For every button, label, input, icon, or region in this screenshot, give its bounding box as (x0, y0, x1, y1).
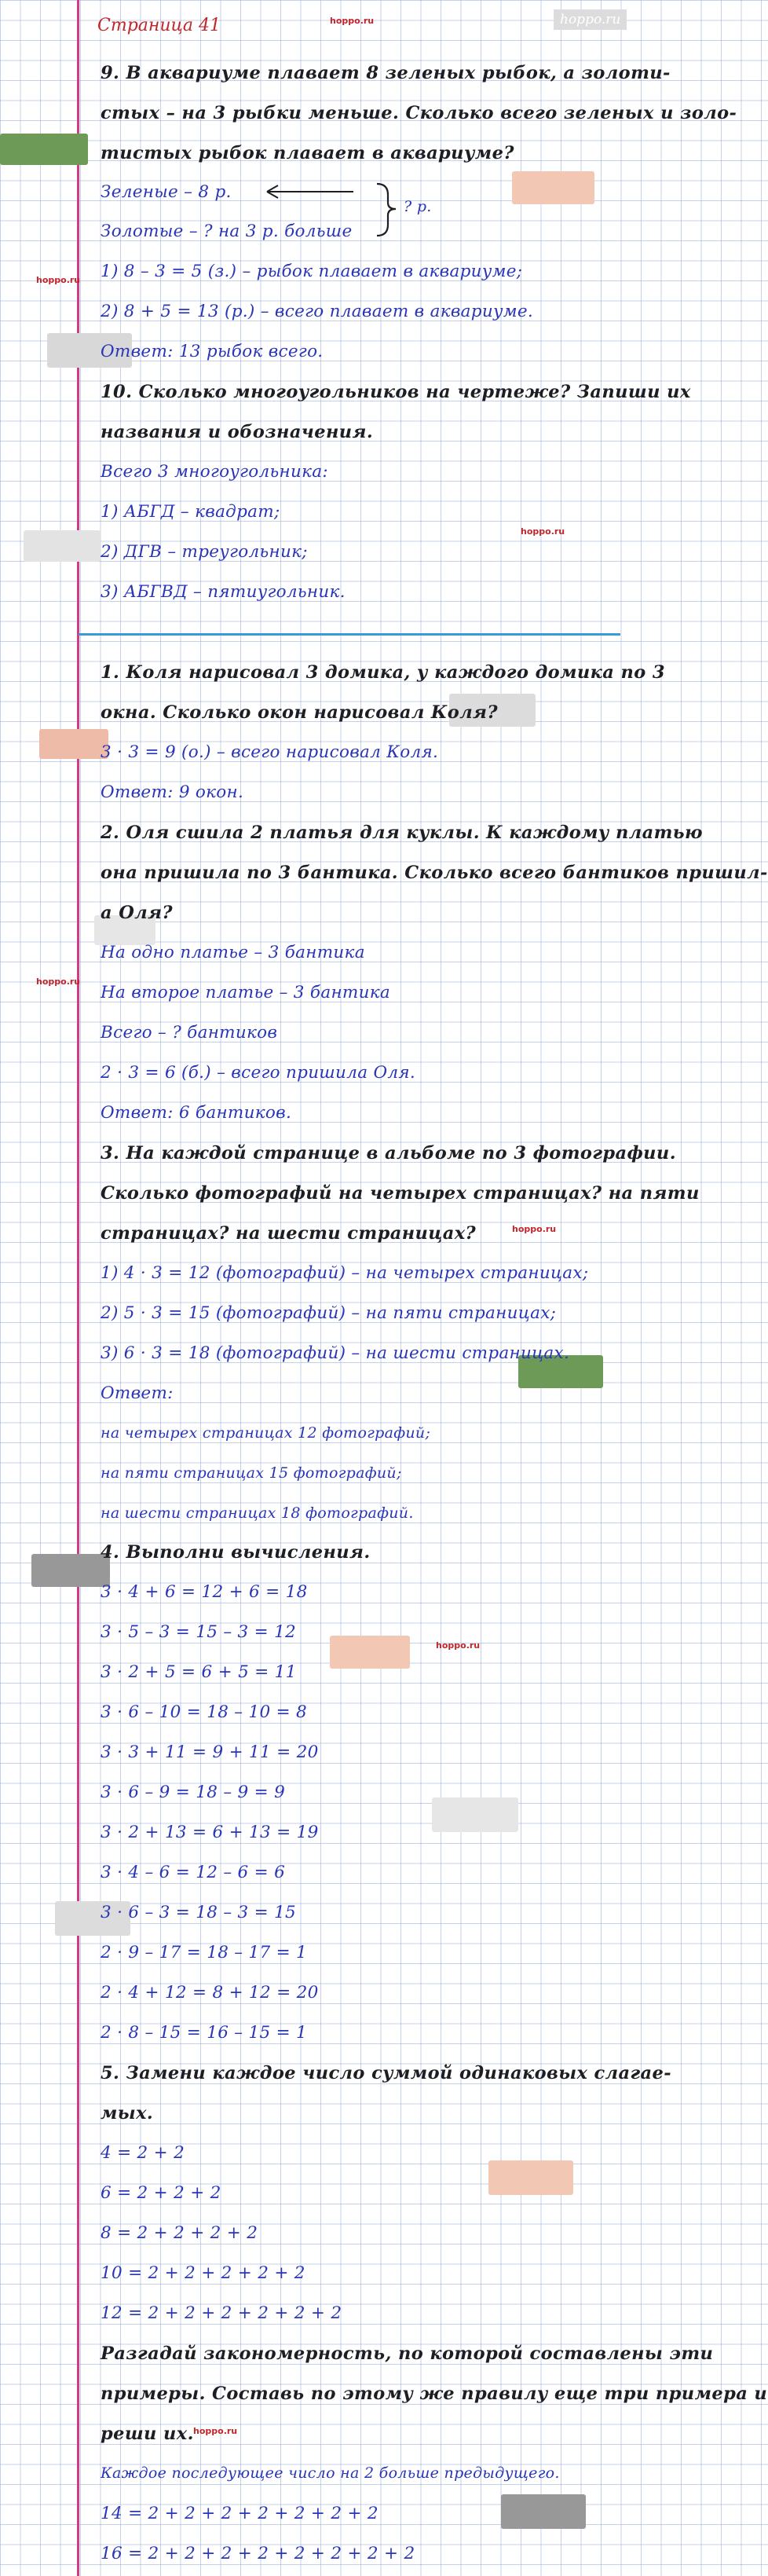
task3-solution3: 3) 6 · 3 = 18 (фотографий) – на шести страницах. (101, 1343, 570, 1363)
task5-row: 4 = 2 + 2 (101, 2143, 185, 2163)
task4-row: 2 · 8 – 15 = 16 – 15 = 1 (101, 2023, 308, 2043)
task4-row: 3 · 5 – 3 = 15 – 3 = 12 (101, 1622, 297, 1642)
task5-row: 10 = 2 + 2 + 2 + 2 + 2 (101, 2263, 305, 2283)
blur-patch (39, 729, 108, 759)
task4-row: 3 · 6 – 10 = 18 – 10 = 8 (101, 1702, 308, 1722)
task1-line2: окна. Сколько окон нарисовал Коля? (101, 702, 498, 723)
task3-answer-label: Ответ: (101, 1383, 174, 1403)
task3-solution2: 2) 5 · 3 = 15 (фотографий) – на пяти страницах; (101, 1303, 557, 1323)
site-logo-top-right: hoppo.ru (554, 9, 627, 30)
task2-answer: Ответ: 6 бантиков. (101, 1103, 292, 1123)
task4-row: 2 · 9 – 17 = 18 – 17 = 1 (101, 1943, 308, 1962)
task4-title: 4. Выполни вычисления. (101, 1542, 371, 1563)
page-title: Страница 41 (97, 16, 221, 35)
task2-line3: а Оля? (101, 903, 173, 923)
task2-line1: 2. Оля сшила 2 платья для куклы. К каждому платью (101, 823, 703, 843)
task3-line3: страницах? на шести страницах? (101, 1223, 477, 1244)
task2-line2: она пришила по 3 бантика. Сколько всего бантиков пришил- (101, 863, 768, 883)
task5-pattern-line1: Разгадай закономерность, по которой составлены эти (101, 2343, 714, 2364)
task10-item2: 2) ДГВ – треугольник; (101, 542, 308, 562)
blur-patch (0, 134, 88, 165)
watermark: hoppo.ru (36, 275, 81, 285)
watermark: hoppo.ru (521, 526, 565, 537)
blur-patch (31, 1554, 110, 1587)
task9-solution1: 1) 8 – 3 = 5 (з.) – рыбок плавает в аквариуме; (101, 262, 523, 281)
blur-patch (330, 1636, 410, 1669)
blur-patch (512, 171, 594, 204)
watermark: hoppo.ru (330, 16, 375, 26)
task9-solution2: 2) 8 + 5 = 13 (р.) – всего плавает в аквариуме. (101, 302, 534, 321)
task9-line1: 9. В аквариуме плавает 8 зеленых рыбок, а золоти- (101, 63, 671, 83)
task3-answer3: на шести страницах 18 фотографий. (101, 1504, 414, 1522)
task4-row: 3 · 3 + 11 = 9 + 11 = 20 (101, 1742, 319, 1762)
task2-short3: Всего – ? бантиков (101, 1023, 278, 1042)
watermark: hoppo.ru (512, 1224, 557, 1234)
blur-patch (501, 2494, 586, 2529)
task3-line1: 3. На каждой странице в альбоме по 3 фотографии. (101, 1143, 676, 1163)
task10-line2: названия и обозначения. (101, 422, 374, 442)
section-divider (79, 633, 620, 636)
task9-short-green: Зеленые – 8 р. (101, 182, 232, 202)
task10-total: Всего 3 многоугольника: (101, 462, 328, 482)
task1-solution: 3 · 3 = 9 (о.) – всего нарисовал Коля. (101, 742, 439, 762)
task3-line2: Сколько фотографий на четырех страницах? на пяти (101, 1183, 700, 1204)
task4-row: 2 · 4 + 12 = 8 + 12 = 20 (101, 1983, 319, 2003)
task5-line1: 5. Замени каждое число суммой одинаковых слагае- (101, 2063, 671, 2083)
task5-example1: 14 = 2 + 2 + 2 + 2 + 2 + 2 + 2 (101, 2504, 379, 2523)
task4-row: 3 · 2 + 13 = 6 + 13 = 19 (101, 1823, 319, 1842)
task5-example2: 16 = 2 + 2 + 2 + 2 + 2 + 2 + 2 + 2 (101, 2544, 415, 2563)
task9-line2: стых – на 3 рыбки меньше. Сколько всего зеленых и золо- (101, 103, 737, 123)
task9-brace-question: ? р. (404, 198, 432, 215)
task2-solution: 2 · 3 = 6 (б.) – всего пришила Оля. (101, 1063, 416, 1083)
task4-row: 3 · 4 + 6 = 12 + 6 = 18 (101, 1582, 308, 1602)
blur-patch (24, 530, 101, 562)
task4-row: 3 · 4 – 6 = 12 – 6 = 6 (101, 1863, 286, 1882)
watermark: hoppo.ru (36, 977, 81, 987)
task5-line2: мых. (101, 2103, 154, 2123)
task4-row: 3 · 6 – 9 = 18 – 9 = 9 (101, 1783, 286, 1802)
task5-row: 12 = 2 + 2 + 2 + 2 + 2 + 2 (101, 2303, 342, 2323)
task4-row: 3 · 6 – 3 = 18 – 3 = 15 (101, 1903, 297, 1922)
task1-line1: 1. Коля нарисовал 3 домика, у каждого домика по 3 (101, 662, 665, 683)
task2-short2: На второе платье – 3 бантика (101, 983, 391, 1002)
task5-row: 6 = 2 + 2 + 2 (101, 2183, 221, 2203)
watermark: hoppo.ru (193, 2426, 238, 2436)
task3-solution1: 1) 4 · 3 = 12 (фотографий) – на четырех страницах; (101, 1263, 589, 1283)
task5-row: 8 = 2 + 2 + 2 + 2 (101, 2223, 258, 2243)
task10-item3: 3) АБГВД – пятиугольник. (101, 582, 346, 602)
notebook-margin-line (77, 0, 79, 2576)
task2-short1: На одно платье – 3 бантика (101, 943, 365, 962)
task5-pattern-line2: примеры. Составь по этому же правилу еще три примера и (101, 2384, 768, 2404)
watermark: hoppo.ru (436, 1640, 481, 1651)
blur-patch (488, 2160, 573, 2195)
task10-line1: 10. Сколько многоугольников на чертеже? Запиши их (101, 382, 691, 402)
task9-line3: тистых рыбок плавает в аквариуме? (101, 143, 514, 163)
task1-answer: Ответ: 9 окон. (101, 782, 244, 802)
task3-answer2: на пяти страницах 15 фотографий; (101, 1464, 402, 1482)
task9-answer: Ответ: 13 рыбок всего. (101, 342, 324, 361)
task10-item1: 1) АБГД – квадрат; (101, 502, 280, 522)
task3-answer1: на четырех страницах 12 фотографий; (101, 1424, 431, 1442)
task5-pattern-line3: реши их. (101, 2424, 194, 2444)
blur-patch (432, 1797, 518, 1832)
task5-rule: Каждое последующее число на 2 больше предыдущего. (101, 2464, 560, 2482)
task9-short-gold: Золотые – ? на 3 р. больше (101, 222, 353, 241)
task4-row: 3 · 2 + 5 = 6 + 5 = 11 (101, 1662, 297, 1682)
